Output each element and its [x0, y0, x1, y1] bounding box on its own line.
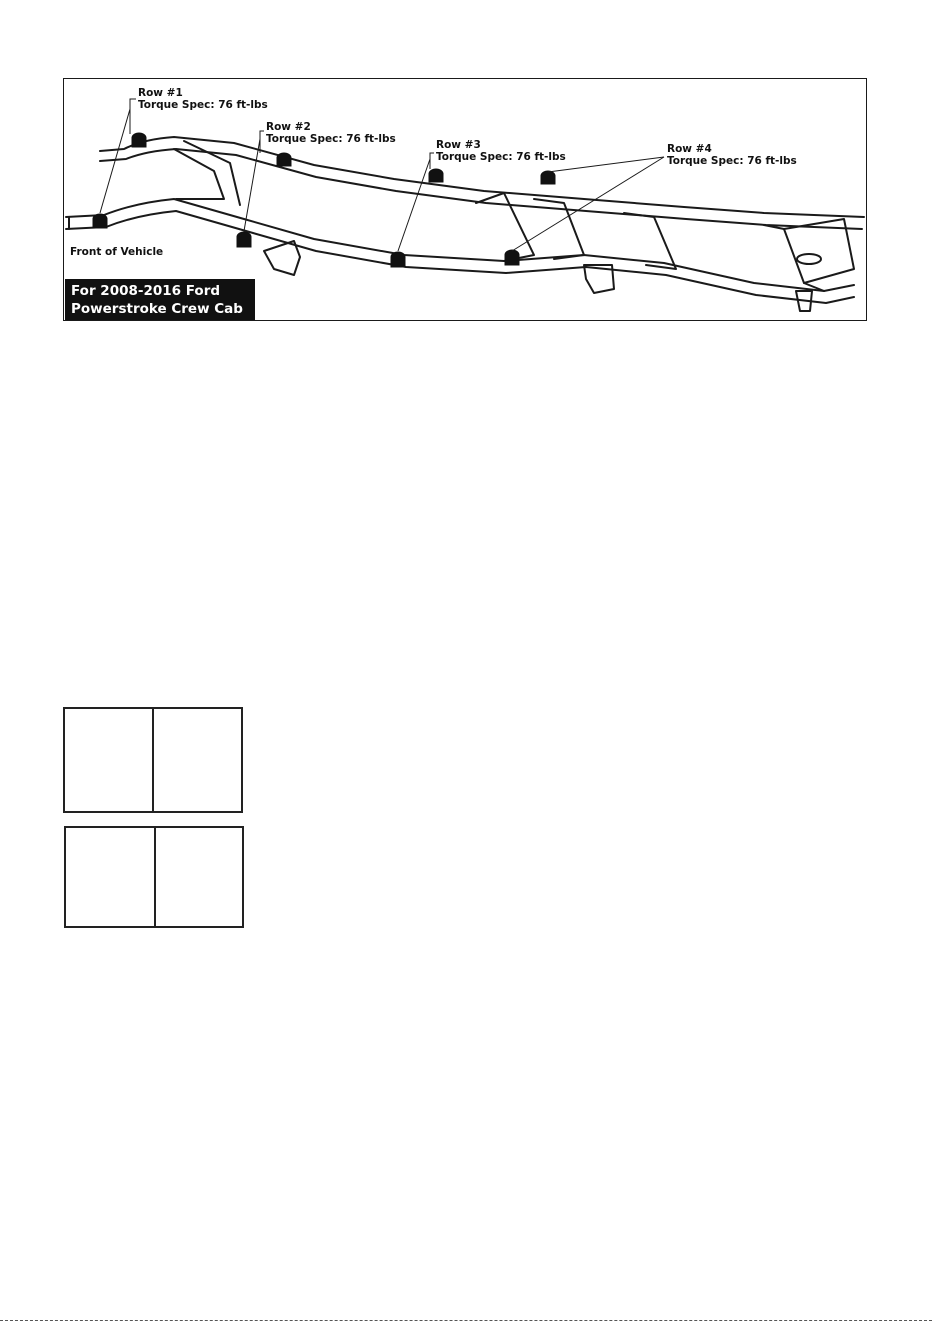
row-4-torque-spec: Torque Spec: 76 ft-lbs [667, 155, 797, 167]
row-1-label: Row #1 [138, 87, 183, 99]
front-of-vehicle-label: Front of Vehicle [70, 246, 164, 258]
model-line-2: Powerstroke Crew Cab [71, 301, 243, 317]
row-1-callout [138, 87, 268, 111]
model-line-1: For 2008-2016 Ford [71, 283, 221, 299]
row-2-torque-spec: Torque Spec: 76 ft-lbs [266, 133, 396, 145]
frame-diagram-figure [63, 78, 867, 321]
row-1-torque-spec: Torque Spec: 76 ft-lbs [138, 99, 268, 111]
row-2-label: Row #2 [266, 121, 311, 133]
row-2-callout [266, 121, 396, 145]
row-3-callout [436, 139, 566, 163]
blank-box-bottom [64, 826, 244, 928]
row-3-label: Row #3 [436, 139, 481, 151]
blank-box-top-divider [152, 709, 154, 811]
row-3-torque-spec: Torque Spec: 76 ft-lbs [436, 151, 566, 163]
model-applicability-box [65, 279, 255, 321]
row-4-callout [667, 143, 797, 167]
row-4-label: Row #4 [667, 143, 712, 155]
page-bottom-edge [0, 1320, 932, 1321]
blank-box-bottom-divider [154, 828, 156, 926]
blank-box-top [63, 707, 243, 813]
